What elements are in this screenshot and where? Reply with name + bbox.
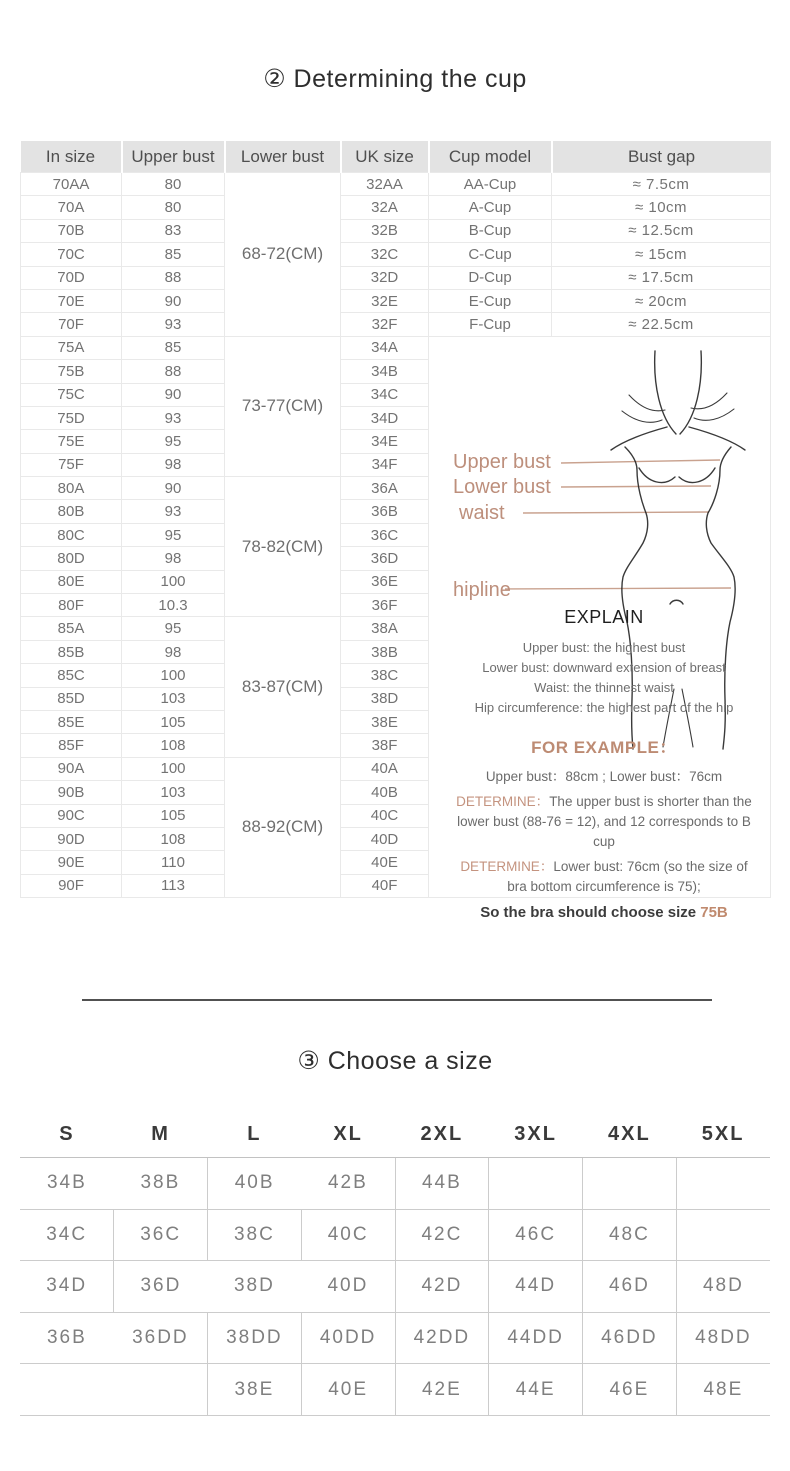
label-waist: waist <box>459 501 505 524</box>
size-cell: 36DD <box>114 1312 208 1364</box>
size-cell: 38DD <box>208 1312 302 1364</box>
example-determine-2 <box>453 857 755 897</box>
cell-upper-bust: 85 <box>122 336 225 359</box>
cell-in-size: 85B <box>21 640 122 663</box>
size-cell: 42C <box>395 1209 489 1261</box>
cell-upper-bust: 105 <box>122 710 225 733</box>
cell-upper-bust: 80 <box>122 196 225 219</box>
cell-upper-bust: 103 <box>122 687 225 710</box>
cell-upper-bust: 93 <box>122 406 225 429</box>
cell-uk-size: 34A <box>341 336 429 359</box>
cell-upper-bust: 83 <box>122 219 225 242</box>
cell-uk-size: 38B <box>341 640 429 663</box>
size-cell: 38D <box>208 1261 302 1313</box>
cup-section-title: ② Determining the cup <box>263 65 527 93</box>
cell-uk-size: 36C <box>341 523 429 546</box>
size-cell: 46E <box>583 1364 677 1416</box>
example-measurements: Upper bust：88cm ; Lower bust：76cm <box>485 768 723 784</box>
size-cell: 40DD <box>301 1312 395 1364</box>
cell-cup-model: D-Cup <box>429 266 552 289</box>
cell-uk-size: 32E <box>341 289 429 312</box>
for-example-heading: FOR EXAMPLE： <box>531 737 677 757</box>
size-cell: 48D <box>676 1261 770 1313</box>
cell-in-size: 85F <box>21 734 122 757</box>
cell-upper-bust: 110 <box>122 851 225 874</box>
cell-uk-size: 32A <box>341 196 429 219</box>
cell-in-size: 90C <box>21 804 122 827</box>
cell-uk-size: 32B <box>341 219 429 242</box>
cell-in-size: 90E <box>21 851 122 874</box>
size-cell: 40D <box>301 1261 395 1313</box>
cell-bust-gap: ≈ 20cm <box>552 289 771 312</box>
cell-uk-size: 40F <box>341 874 429 897</box>
cell-uk-size: 36B <box>341 500 429 523</box>
size-cell-empty <box>20 1364 114 1416</box>
cell-upper-bust: 95 <box>122 430 225 453</box>
cell-upper-bust: 113 <box>122 874 225 897</box>
explain-line: Lower bust: downward extension of breast <box>482 659 726 675</box>
cell-in-size: 90D <box>21 827 122 850</box>
cup-table-row <box>21 196 771 219</box>
cell-bust-gap: ≈ 12.5cm <box>552 219 771 242</box>
cell-uk-size: 34B <box>341 360 429 383</box>
cell-lower-bust-range: 73-77(CM) <box>225 336 341 476</box>
size-col-header: 2XL <box>395 1112 489 1158</box>
size-cell-empty <box>583 1158 677 1210</box>
size-cell: 42DD <box>395 1312 489 1364</box>
size-cell: 40B <box>208 1158 302 1210</box>
size-cell: 38E <box>208 1364 302 1416</box>
figure-explain-cell <box>429 336 771 921</box>
cell-in-size: 80A <box>21 477 122 500</box>
cell-upper-bust: 100 <box>122 664 225 687</box>
cell-in-size: 75E <box>21 430 122 453</box>
cell-upper-bust: 95 <box>122 617 225 640</box>
determine-1-text: The upper bust is shorter than the lower bust (88-76 = 12), and 12 corresponds to B cup <box>457 793 752 849</box>
cell-cup-model: B-Cup <box>429 219 552 242</box>
cell-upper-bust: 95 <box>122 523 225 546</box>
cell-in-size: 70F <box>21 313 122 336</box>
cell-uk-size: 38F <box>341 734 429 757</box>
size-conclusion <box>453 904 755 921</box>
size-cell: 34B <box>20 1158 114 1210</box>
cell-upper-bust: 85 <box>122 243 225 266</box>
cell-uk-size: 40C <box>341 804 429 827</box>
cell-uk-size: 38A <box>341 617 429 640</box>
cell-uk-size: 32F <box>341 313 429 336</box>
cup-table-row <box>21 173 771 196</box>
cell-bust-gap: ≈ 15cm <box>552 243 771 266</box>
cell-in-size: 75C <box>21 383 122 406</box>
label-upper-bust: Upper bust <box>453 450 551 473</box>
cell-lower-bust-range: 88-92(CM) <box>225 757 341 897</box>
recommended-size: 75B <box>700 903 728 921</box>
cell-bust-gap: ≈ 17.5cm <box>552 266 771 289</box>
cell-upper-bust: 93 <box>122 500 225 523</box>
size-col-header: M <box>114 1112 208 1158</box>
label-hipline: hipline <box>453 578 511 601</box>
cell-in-size: 70A <box>21 196 122 219</box>
cell-cup-model: C-Cup <box>429 243 552 266</box>
cell-upper-bust: 98 <box>122 547 225 570</box>
size-cell: 48E <box>676 1364 770 1416</box>
cell-upper-bust: 98 <box>122 640 225 663</box>
size-grid-header-row <box>20 1112 770 1158</box>
cell-uk-size: 38D <box>341 687 429 710</box>
cell-uk-size: 32C <box>341 243 429 266</box>
cell-in-size: 85E <box>21 710 122 733</box>
size-cell: 44D <box>489 1261 583 1313</box>
cell-in-size: 75A <box>21 336 122 359</box>
cup-col-header: Lower bust <box>225 141 341 173</box>
size-cell: 42D <box>395 1261 489 1313</box>
cell-upper-bust: 100 <box>122 757 225 780</box>
explain-line: Hip circumference: the highest part of the hip <box>474 699 734 715</box>
cell-upper-bust: 90 <box>122 383 225 406</box>
cell-in-size: 80F <box>21 594 122 617</box>
size-cell: 42E <box>395 1364 489 1416</box>
cup-col-header: In size <box>21 141 122 173</box>
size-col-header: XL <box>301 1112 395 1158</box>
size-cell: 46D <box>583 1261 677 1313</box>
cell-in-size: 85D <box>21 687 122 710</box>
size-cell: 34C <box>20 1209 114 1261</box>
size-cell: 36D <box>114 1261 208 1313</box>
cell-uk-size: 34F <box>341 453 429 476</box>
size-cell: 38B <box>114 1158 208 1210</box>
size-col-header: L <box>208 1112 302 1158</box>
size-cell: 40E <box>301 1364 395 1416</box>
cell-uk-size: 34E <box>341 430 429 453</box>
cup-table-row <box>21 266 771 289</box>
size-cell-empty <box>676 1158 770 1210</box>
size-cell: 46C <box>489 1209 583 1261</box>
cell-uk-size: 38C <box>341 664 429 687</box>
size-section-title: ③ Choose a size <box>297 1047 493 1075</box>
cell-in-size: 70B <box>21 219 122 242</box>
cell-lower-bust-range: 78-82(CM) <box>225 477 341 617</box>
cell-cup-model: A-Cup <box>429 196 552 219</box>
conclusion-text: So the bra should choose size <box>480 903 701 921</box>
cup-table-row <box>21 313 771 336</box>
cell-uk-size: 36D <box>341 547 429 570</box>
size-col-header: 4XL <box>583 1112 677 1158</box>
size-cell: 42B <box>301 1158 395 1210</box>
body-measurement-figure <box>429 337 771 921</box>
cell-uk-size: 38E <box>341 710 429 733</box>
cell-upper-bust: 90 <box>122 477 225 500</box>
cup-table-row <box>21 289 771 312</box>
cell-in-size: 70D <box>21 266 122 289</box>
cell-in-size: 70C <box>21 243 122 266</box>
cell-in-size: 80D <box>21 547 122 570</box>
explain-block <box>453 607 755 921</box>
cup-col-header: UK size <box>341 141 429 173</box>
cup-col-header: Upper bust <box>122 141 225 173</box>
cell-bust-gap: ≈ 10cm <box>552 196 771 219</box>
cell-uk-size: 36F <box>341 594 429 617</box>
size-grid-row <box>20 1364 770 1416</box>
cell-in-size: 90A <box>21 757 122 780</box>
cup-table-header-row <box>21 141 771 173</box>
cell-bust-gap: ≈ 22.5cm <box>552 313 771 336</box>
cup-table-row <box>21 219 771 242</box>
size-cell: 38C <box>208 1209 302 1261</box>
cell-uk-size: 34D <box>341 406 429 429</box>
cup-table-row <box>21 243 771 266</box>
cell-upper-bust: 88 <box>122 266 225 289</box>
cell-in-size: 85A <box>21 617 122 640</box>
cell-uk-size: 36E <box>341 570 429 593</box>
size-cell: 34D <box>20 1261 114 1313</box>
size-cell: 40C <box>301 1209 395 1261</box>
cell-in-size: 90B <box>21 781 122 804</box>
cell-lower-bust-range: 83-87(CM) <box>225 617 341 757</box>
cell-upper-bust: 103 <box>122 781 225 804</box>
size-grid-row <box>20 1312 770 1364</box>
cell-in-size: 90F <box>21 874 122 897</box>
size-cell: 44DD <box>489 1312 583 1364</box>
cell-uk-size: 34C <box>341 383 429 406</box>
cup-size-table <box>20 141 771 921</box>
explain-line: Waist: the thinnest waist <box>534 679 674 695</box>
size-cell: 44B <box>395 1158 489 1210</box>
size-cell-empty <box>676 1209 770 1261</box>
cell-upper-bust: 90 <box>122 289 225 312</box>
size-cell: 46DD <box>583 1312 677 1364</box>
cell-upper-bust: 80 <box>122 173 225 196</box>
cell-upper-bust: 105 <box>122 804 225 827</box>
cup-col-header: Bust gap <box>552 141 771 173</box>
determine-label: DETERMINE： <box>460 858 554 874</box>
size-cell: 36C <box>114 1209 208 1261</box>
cell-lower-bust-range: 68-72(CM) <box>225 173 341 337</box>
cell-in-size: 80C <box>21 523 122 546</box>
cell-bust-gap: ≈ 7.5cm <box>552 173 771 196</box>
determine-2-text: Lower bust: 76cm (so the size of bra bottom circumference is 75); <box>507 858 748 894</box>
size-cell-empty <box>489 1158 583 1210</box>
size-col-header: 3XL <box>489 1112 583 1158</box>
explain-line: Upper bust: the highest bust <box>522 639 686 655</box>
size-cell: 48C <box>583 1209 677 1261</box>
cell-in-size: 85C <box>21 664 122 687</box>
cell-cup-model: AA-Cup <box>429 173 552 196</box>
cell-cup-model: E-Cup <box>429 289 552 312</box>
cell-upper-bust: 93 <box>122 313 225 336</box>
size-cell: 44E <box>489 1364 583 1416</box>
cup-table-row <box>21 336 771 359</box>
size-cell: 36B <box>20 1312 114 1364</box>
cell-in-size: 75F <box>21 453 122 476</box>
cell-uk-size: 40E <box>341 851 429 874</box>
label-lower-bust: Lower bust <box>453 475 551 498</box>
section-divider-line <box>82 999 712 1001</box>
size-grid-row <box>20 1209 770 1261</box>
cell-upper-bust: 108 <box>122 734 225 757</box>
cell-in-size: 80B <box>21 500 122 523</box>
cell-uk-size: 40A <box>341 757 429 780</box>
cell-in-size: 80E <box>21 570 122 593</box>
size-cell-empty <box>114 1364 208 1416</box>
size-col-header: 5XL <box>676 1112 770 1158</box>
choose-size-grid <box>20 1112 770 1416</box>
size-cell: 48DD <box>676 1312 770 1364</box>
cell-upper-bust: 10.3 <box>122 594 225 617</box>
explain-heading: EXPLAIN <box>564 606 644 627</box>
size-col-header: S <box>20 1112 114 1158</box>
size-grid-row <box>20 1261 770 1313</box>
cell-upper-bust: 88 <box>122 360 225 383</box>
example-determine-1 <box>453 792 755 852</box>
cell-in-size: 70E <box>21 289 122 312</box>
cell-upper-bust: 100 <box>122 570 225 593</box>
cell-cup-model: F-Cup <box>429 313 552 336</box>
cell-uk-size: 32AA <box>341 173 429 196</box>
cell-upper-bust: 108 <box>122 827 225 850</box>
cell-in-size: 75D <box>21 406 122 429</box>
cell-uk-size: 40B <box>341 781 429 804</box>
cell-uk-size: 40D <box>341 827 429 850</box>
size-grid-row <box>20 1158 770 1210</box>
cell-upper-bust: 98 <box>122 453 225 476</box>
determine-label: DETERMINE： <box>456 793 550 809</box>
cell-in-size: 70AA <box>21 173 122 196</box>
cell-uk-size: 36A <box>341 477 429 500</box>
cell-uk-size: 32D <box>341 266 429 289</box>
cell-in-size: 75B <box>21 360 122 383</box>
cup-col-header: Cup model <box>429 141 552 173</box>
